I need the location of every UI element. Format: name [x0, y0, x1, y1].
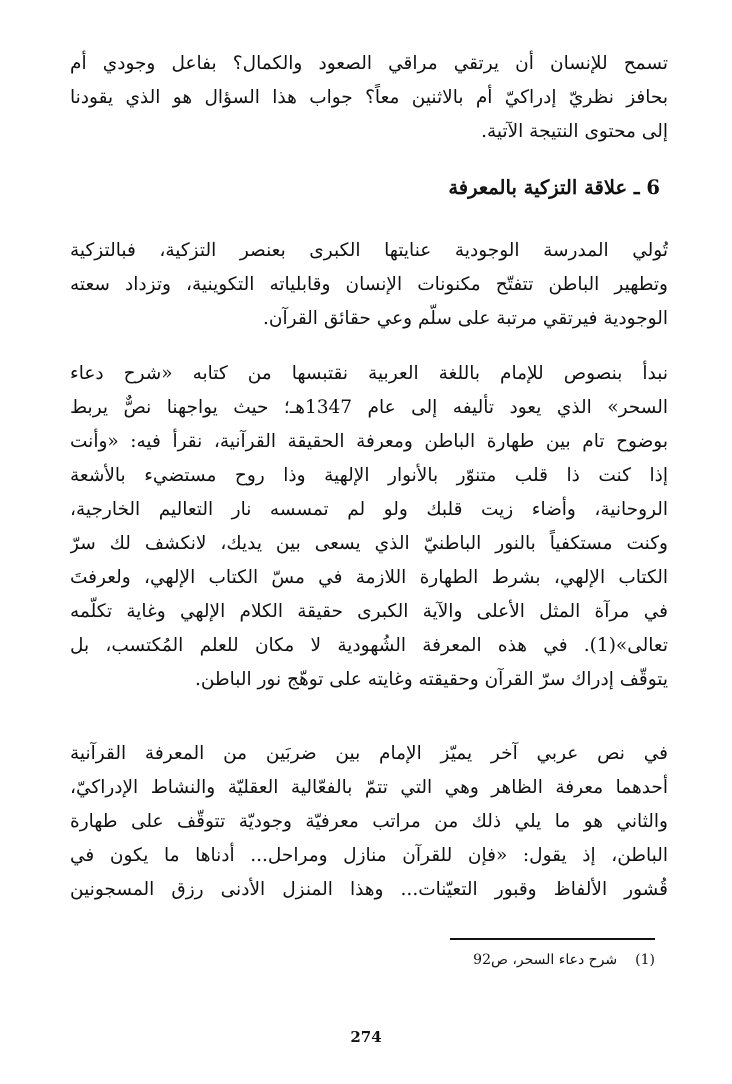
footnote-text: شرح دعاء السحر، ص92	[473, 952, 618, 968]
text-line: يتوقّف إدراك سرّ القرآن وحقيقته وغايته على توهّج نور الباطن.	[194, 669, 668, 690]
page-number: 274	[350, 1028, 382, 1046]
text-line: تعالى»(1). في هذه المعرفة الشُهودية لا مكان للعلم المُكتسب، بل	[70, 635, 668, 656]
text-line: السحر» الذي يعود تأليفه إلى عام 1347هـ؛ حيث يواجهنا نصٌّ يربط	[70, 397, 668, 418]
text-line: قُشور الألفاظ وقبور التعيّنات... وهذا المنزل الأدنى رزق المسجونين	[70, 879, 668, 900]
text-line: في نص عربي آخر يميّز الإمام بين ضربَين من المعرفة القرآنية	[70, 743, 668, 764]
footnote	[473, 952, 655, 968]
text-line: وكنت مستكفياً بالنور الباطنيّ الذي يسعى بين يديك، لانكشف لك سرّ	[70, 533, 668, 554]
text-line: تُولي المدرسة الوجودية عنايتها الكبرى بعنصر التزكية، فبالتزكية	[70, 240, 668, 261]
paragraph-1	[70, 47, 668, 149]
text-line: أحدهما معرفة الظاهر وهي التي تتمّ بالفعّالية العقليّة والنشاط الإدراكيّ،	[70, 777, 668, 798]
text-line: والثاني هو ما يلي ذلك من مراتب معرفيّة وجوديّة تتوقّف على طهارة	[70, 811, 668, 832]
section-heading: 6 ـ علاقة التزكية بالمعرفة	[448, 176, 660, 199]
text-line: تسمح للإنسان أن يرتقي مراقي الصعود والكمال؟ بفاعل وجودي أم	[70, 53, 668, 74]
text-line: إذا كنت ذا قلب متنوّر بالأنوار الإلهية وذا روح مستضيء بالأشعة	[70, 465, 668, 486]
text-line: الباطن، إذ يقول: «فإن للقرآن منازل ومراحل... أدناها ما يكون في	[70, 845, 668, 866]
text-line: الكتاب الإلهي، بشرط الطهارة اللازمة في مسّ الكتاب الإلهي، ولعرفتَ	[70, 567, 668, 588]
footnote-number: (1)	[635, 952, 655, 968]
text-line: الروحانية، وأضاء زيت قلبك ولو لم تمسسه نار التعاليم الخارجية،	[70, 499, 668, 520]
text-line: بوضوح تام بين طهارة الباطن ومعرفة الحقيقة القرآنية، نقرأ فيه: «وأنت	[70, 431, 668, 452]
text-line: نبدأ بنصوص للإمام باللغة العربية نقتبسها من كتابه «شرح دعاء	[70, 363, 668, 384]
text-line: في مرآة المثل الأعلى والآية الكبرى حقيقة الكلام الإلهي وغاية تكلّمه	[70, 601, 668, 622]
text-line: بحافز نظريّ إدراكيّ أم بالاثنين معاً؟ جواب هذا السؤال هو الذي يقودنا	[70, 87, 668, 108]
paragraph-4	[70, 737, 668, 907]
paragraph-3	[70, 357, 668, 697]
text-line: وتطهير الباطن تتفتّح مكنونات الإنسان وقابلياته التكوينية، وتزداد سعته	[70, 274, 668, 295]
paragraph-2	[70, 234, 668, 336]
text-line: الوجودية فيرتقي مرتبة على سلّم وعي حقائق القرآن.	[263, 308, 668, 329]
footnote-divider	[450, 938, 655, 940]
text-line: إلى محتوى النتيجة الآتية.	[481, 121, 668, 142]
